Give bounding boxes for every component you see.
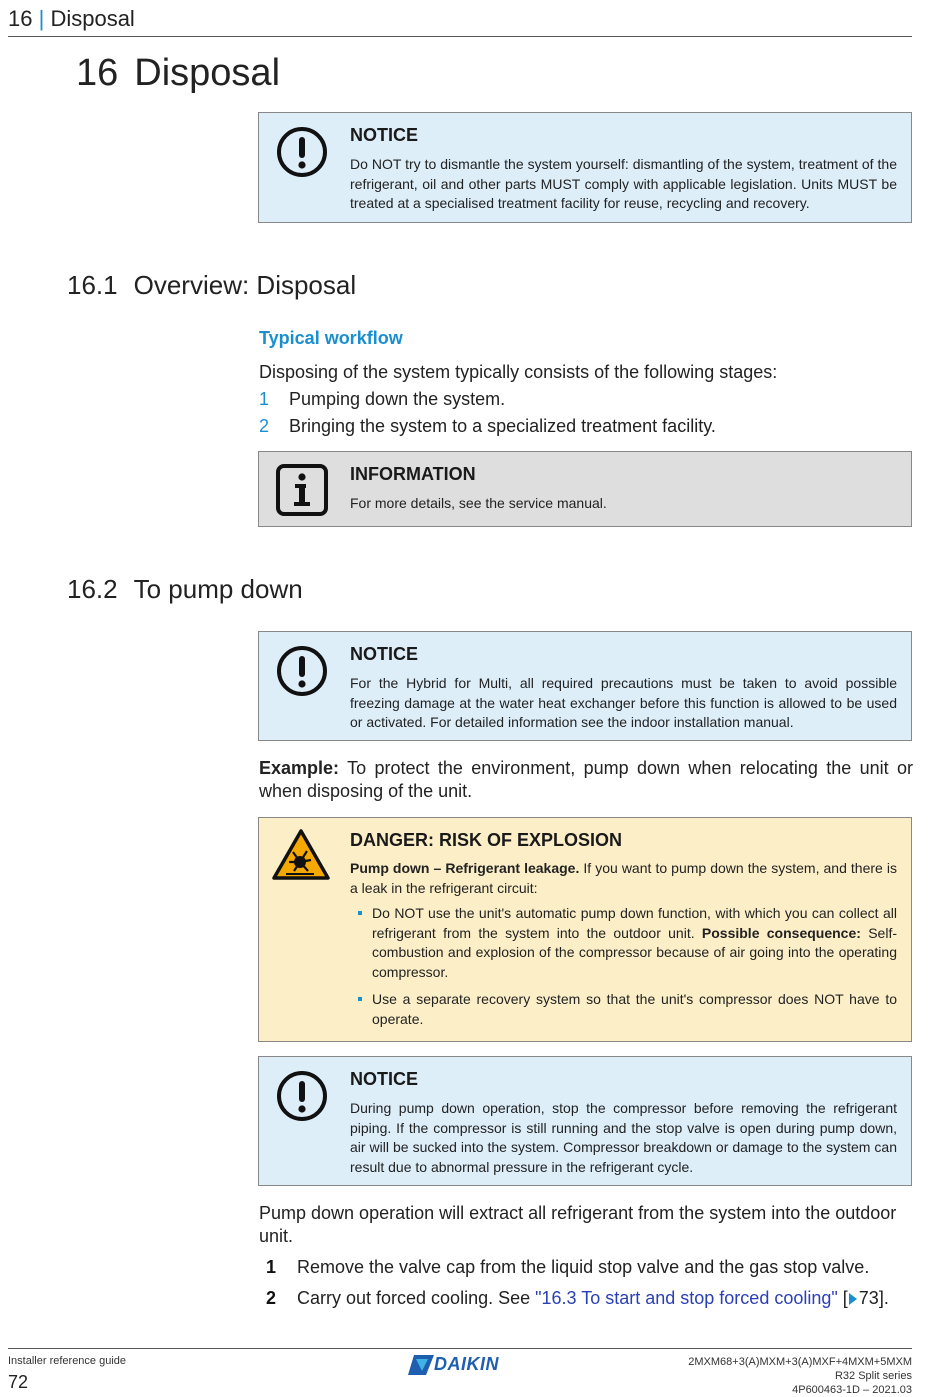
section-title: To pump down — [133, 574, 303, 604]
notice-title: NOTICE — [350, 1069, 419, 1089]
workflow-step-1 — [259, 388, 913, 411]
procedure-step-2 — [259, 1287, 913, 1310]
danger-title: DANGER: RISK OF EXPLOSION — [350, 830, 623, 850]
chapter-heading — [76, 52, 280, 95]
header-chapter-number: 16 — [8, 6, 33, 31]
daikin-logo-text: DAIKIN — [434, 1354, 499, 1374]
bullet-square-icon — [358, 911, 362, 915]
pump-down-intro: Pump down operation will extract all refrigerant from the system into the outdoor unit. — [259, 1203, 897, 1246]
footer-models: 2MXM68+3(A)MXM+3(A)MXF+4MXM+5MXM — [688, 1356, 912, 1368]
step-text: Bringing the system to a specialized treatment facility. — [289, 416, 716, 436]
chapter-heading-number: 16 — [76, 52, 119, 94]
footer-series: R32 Split series — [834, 1370, 912, 1382]
notice-box-dismantle — [258, 112, 912, 223]
footer-guide-title: Installer reference guide — [8, 1355, 127, 1367]
page-ref-open: [ — [837, 1288, 848, 1308]
step-number: 1 — [266, 1257, 277, 1277]
example-label: Example: — [259, 758, 340, 778]
forced-cooling-link[interactable]: "16.3 To start and stop forced cooling" — [535, 1288, 838, 1308]
step-number: 2 — [266, 1288, 277, 1308]
notice-box-pump-down — [258, 1056, 912, 1186]
step-text: Carry out forced cooling. See — [297, 1288, 536, 1308]
step-number: 1 — [259, 389, 270, 409]
list-item — [350, 904, 897, 982]
section-heading-16-2 — [67, 574, 303, 605]
step-text: Pumping down the system. — [289, 389, 506, 409]
notice-title: NOTICE — [350, 644, 419, 664]
running-header — [8, 6, 135, 32]
section-title: Overview: Disposal — [133, 270, 357, 300]
bullet-bold: Possible consequence: — [701, 924, 861, 941]
exclamation-icon — [275, 644, 329, 698]
example-text: To protect the environment, pump down when relocating the unit or when disposing of the unit. — [259, 758, 913, 801]
section-number: 16.2 — [67, 574, 118, 604]
exclamation-icon — [275, 125, 329, 179]
procedure-step-1 — [259, 1256, 913, 1279]
header-chapter-title: Disposal — [50, 6, 135, 31]
bullet-text: Use a separate recovery system so that the unit's compressor does NOT have to operate. — [372, 991, 897, 1027]
header-separator: | — [38, 6, 45, 31]
danger-box-explosion — [258, 817, 912, 1042]
triangle-right-icon — [848, 1293, 857, 1305]
footer-page-number: 72 — [8, 1372, 29, 1392]
page-ref-close: ]. — [878, 1288, 889, 1308]
danger-lead — [350, 859, 897, 898]
information-box — [258, 451, 912, 527]
notice-body: For the Hybrid for Multi, all required precautions must be taken to avoid possible freezing damage at the water heat exchanger before this function is allowed to be used or activated. For detailed information see the indoor installation manual. — [350, 675, 897, 730]
list-item — [350, 990, 897, 1029]
bullet-square-icon — [358, 997, 362, 1001]
exclamation-icon — [275, 1069, 329, 1123]
notice-body: During pump down operation, stop the compressor before removing the refrigerant piping. If the compressor is still running and the stop valve is open during pump down, air will be sucked into the system. Compressor breakdown or damage to the system can result due to abnormal pressure in the refrigerant cycle. — [350, 1100, 897, 1175]
danger-lead-text: If you want to pump down the system, and there is a leak in the refrigerant circuit: — [350, 860, 897, 896]
danger-bullet-list — [350, 904, 897, 1029]
subheading-typical-workflow: Typical workflow — [259, 328, 403, 348]
workflow-intro: Disposing of the system typically consists of the following stages: — [259, 362, 778, 382]
notice-box-hybrid — [258, 631, 912, 741]
information-body: For more details, see the service manual. — [350, 495, 607, 511]
danger-lead-bold: Pump down – Refrigerant leakage. — [350, 860, 580, 876]
footer-divider — [8, 1348, 912, 1349]
notice-body: Do NOT try to dismantle the system yourself: dismantling of the system, treatment of the refrigerant, oil and other parts MUST comply with applicable legislation. Units MUST be treated at a specialised treatment facility for reuse, recycling and recovery. — [350, 156, 897, 211]
footer-model-info — [688, 1355, 912, 1397]
chapter-heading-title: Disposal — [134, 52, 281, 94]
example-paragraph — [259, 757, 913, 803]
explosion-warning-icon — [271, 828, 331, 882]
step-text: Remove the valve cap from the liquid stop valve and the gas stop valve. — [297, 1257, 870, 1277]
bullet-text: Do NOT use the unit's automatic pump down function, with which you can collect all refrigerant from the system into the outdoor unit. — [372, 905, 897, 941]
workflow-step-2 — [259, 415, 913, 438]
bullet-text-after: Self-combustion and explosion of the compressor because of air going into the operating compressor. — [372, 924, 897, 980]
page-ref-number: 73 — [858, 1288, 879, 1308]
daikin-logo-icon — [408, 1355, 434, 1375]
header-divider — [8, 36, 912, 37]
daikin-logo — [408, 1354, 518, 1376]
information-title: INFORMATION — [350, 464, 476, 484]
footer-doc-id: 4P600463-1D – 2021.03 — [792, 1384, 912, 1396]
notice-title: NOTICE — [350, 125, 419, 145]
information-icon — [275, 463, 329, 517]
step-number: 2 — [259, 416, 270, 436]
section-heading-16-1 — [67, 270, 356, 301]
section-number: 16.1 — [67, 270, 118, 300]
danger-body — [350, 859, 897, 1037]
